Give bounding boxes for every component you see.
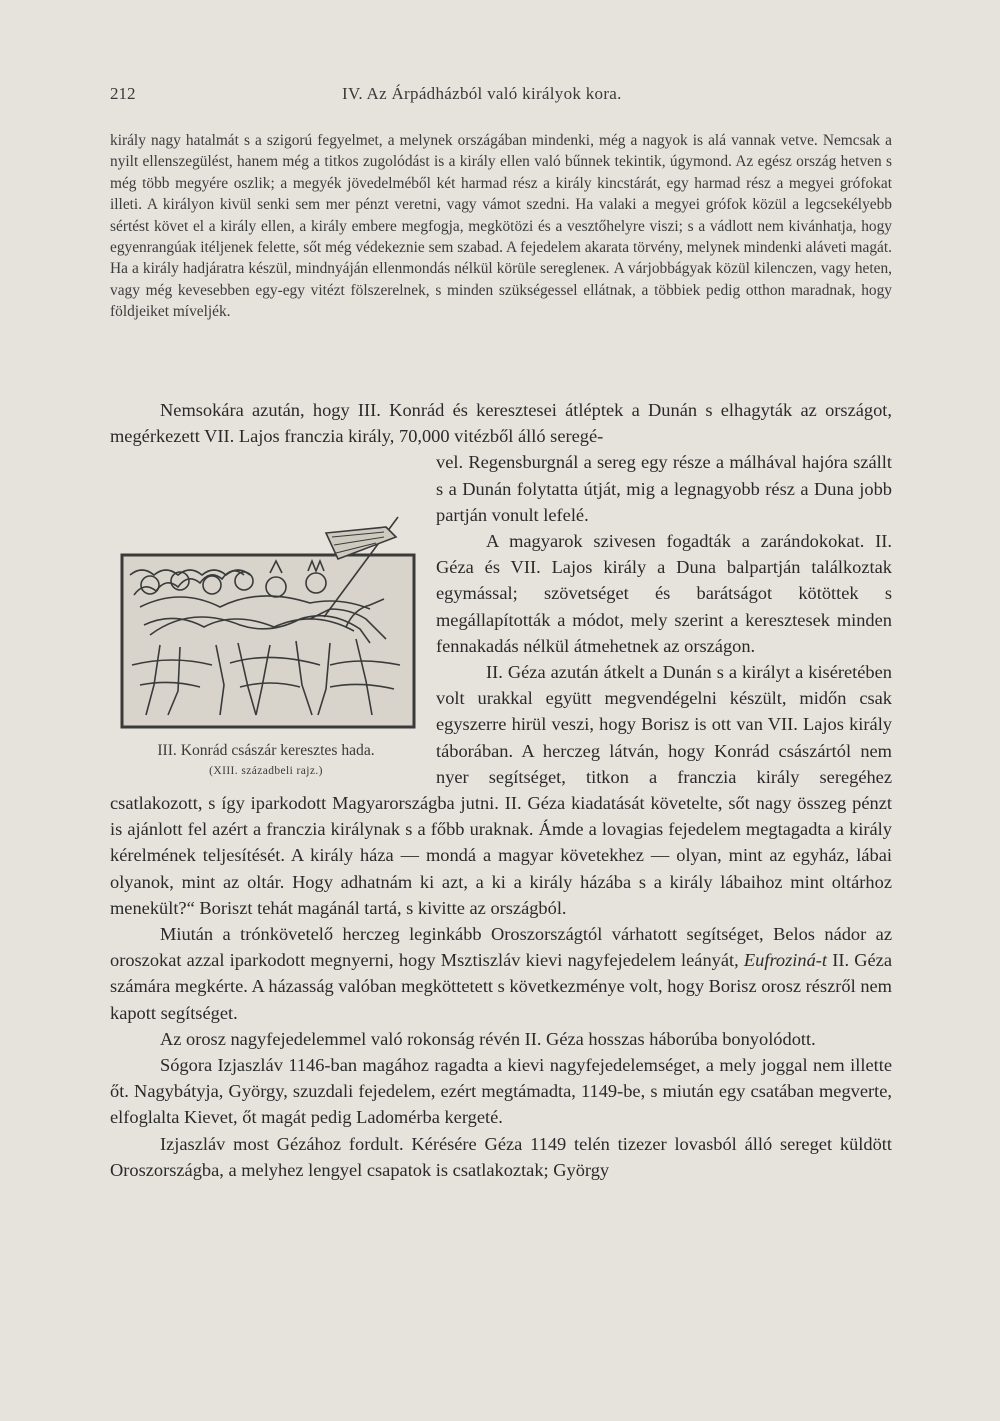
caption-subtitle: (XIII. századbeli rajz.) [209, 765, 323, 778]
paragraph-6: Sógora Izjaszláv 1146-ban magához ragadta a kievi nagyfejedelemséget, a mely joggal nem illette őt. Nagybátyja, György, szuzdali fejedelem, ezért megtámadta, 1149-be, s miután egy csatában megverte, elfoglalta Kievet, őt magát pedig Ladomérba kergeté. [110, 1055, 892, 1128]
figure-caption [110, 741, 422, 781]
main-text-block [110, 397, 892, 1183]
crusader-army-woodcut [120, 515, 416, 729]
running-head: IV. Az Árpádházból való királyok kora. [342, 84, 622, 103]
paragraph-1-continued: vel. Regensburgnál a sereg egy része a málhával hajóra szállt s a Dunán folytatta útját, mig a legnagyobb rész a Duna jobb partján vonult lefelé. [436, 452, 892, 525]
paragraph-5: Az orosz nagyfejedelemmel való rokonság révén II. Géza hosszas háborúba bonyolódott. [160, 1028, 816, 1049]
small-print-block [110, 130, 892, 323]
italic-name: Eufroziná-t [743, 950, 828, 971]
caption-title: III. Konrád császár keresztes hada. [157, 742, 375, 760]
page-header [110, 84, 890, 108]
illustration-figure [110, 449, 422, 777]
paragraph-4-text-end: II. Géza számára megkérte. A házasság valóban megköttetett s következménye volt, hogy Borisz orosz részről nem kapott segítséget. [110, 950, 893, 1023]
paragraph-4 [110, 921, 892, 1026]
paragraph-7: Izjaszláv most Gézához fordult. Kérésére Géza 1149 telén tizezer lovasból álló sereget küldött Oroszországba, a melyhez lengyel csapatok is csatlakoztak; György [110, 1133, 892, 1180]
small-paragraph: király nagy hatalmát s a szigorú fegyelmet, a melynek országában mindenki, még a nagyok is alá vannak vetve. Nemcsak a nyilt ellenszegülést, hanem még a titkos zugolódást is a király ellen való bűnnek tekintik, úgymond. Az egész ország hetven s még több megyére oszlik; a megyék jövedelméből két harmad rész a király kincstárát, egy harmad rész a megyei grófokat illeti. A királyon kivül senki sem mer pénzt veretni, vagy vámot szedni. Ha valaki a megyei grófok közül a legcsekélyebb sértést követ el a király ellen, a király embere megfogja, megkötözi és a vesztőhelyre viszi; s a vádlott nem kivánhatja, hogy egyenrangúak itéljenek felette, sőt még védekeznie sem szabad. A fejedelem akarata törvény, melynek mindenki aláveti magát. Ha a király hadjáratra készül, mindnyáján ellenmondás nélkül körüle seregleneк. A várjobbágyak közül kilenczen, vagy heten, vagy még kevesebben egy-egy vitézt fölszerelnek, s minden szükségessel ellátnak, a többiek pedig otthon maradnak, hogy földjeiket míveljék. [110, 132, 892, 321]
paragraph-3: II. Géza azután átkelt a Dunán s a királyt a kiséretében volt urakkal együtt megvendégelni készült, midőn csak egyszerre hirül veszi, hogy Borisz is ott van VII. Lajos király táborában. A herczeg látván, hogy Konrád császártól nem nyer segítséget, titkon a franczia király seregéhez csatlakozott, s így iparkodott Magyarországba jutni. II. Géza kiadatását követelte, sőt nagy összeg pénzt is ajánlott fel azért a franczia királynak s a főbb uraknak. Ámde a lovagias fejedelem megtagadta a király kérelmének teljesítését. A király háza — mondá a magyar követekhez — olyan, mint az egyház, lábai olyanok, mint az oltár. Hogy adhatnám ki azt, a ki a király házába s a király lábaihoz mint oltárhoz menekült?“ Boriszt tehát magánál tartá, s kivitte az országból. [110, 662, 892, 918]
page-number: 212 [110, 84, 136, 103]
paragraph-1: Nemsokára azután, hogy III. Konrád és keresztesei átléptek a Dunán s elhagyták az országot, megérkezett VII. Lajos franczia király, 70,000 vitézből álló seregé- [110, 400, 892, 447]
paragraph-2: A magyarok szivesen fogadták a zarándokokat. II. Géza és VII. Lajos király a Duna balpartján találkoztak egymással; szövetséget és barátságot kötöttek s megállapították a módot, mely szerint a keresztesek minden fennakadás nélkül átmehetnek az országon. [436, 531, 892, 656]
paragraph-4-text: Miután a trónkövetelő herczeg leginkább Oroszországtól várhatott segítséget, Belos nádor az oroszokat azzal iparkodott megnyerni, hogy Msztiszláv kievi nagyfejedelem leányát, [110, 924, 892, 971]
